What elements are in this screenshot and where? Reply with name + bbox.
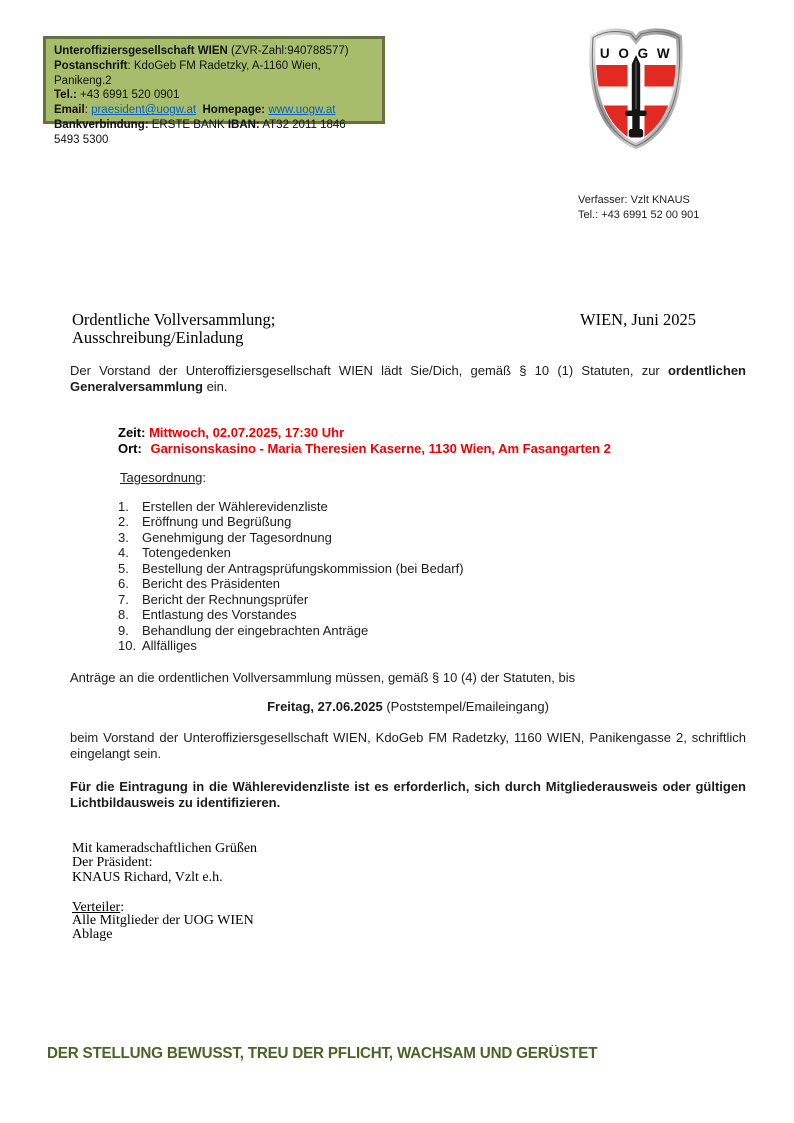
agenda-item-number: 9. [118,622,129,638]
org-name: Unteroffiziersgesellschaft WIEN [54,45,228,57]
distribution-heading-colon: : [120,900,125,915]
agenda-item-number: 1. [118,499,129,514]
intro-paragraph [70,363,746,394]
org-zvr: (ZVR-Zahl:940788577) [227,45,349,57]
agenda-item-number: 6. [118,576,129,592]
agenda-item [118,561,464,576]
distribution-item: Ablage [72,926,113,942]
agenda-item [118,638,464,653]
agenda-item-text: Entlastung des Vorstandes [142,607,297,623]
bank-line [54,118,374,148]
iban-label: IBAN: [227,118,260,131]
agenda-item-number: 2. [118,514,129,530]
agenda-heading: Tagesordnung [120,470,203,485]
agenda-item-number: 7. [118,591,129,607]
agenda-item-number: 5. [118,560,129,576]
time-label: Zeit: [118,425,146,440]
postal-value: : KdoGeb FM Radetzky, A-1160 Wien, Panikeng.2 [54,59,321,87]
phone-value: +43 6991 520 0901 [76,89,180,102]
agenda-item-number: 4. [118,545,129,561]
postal-label: Postanschrift [54,59,128,72]
meeting-place-line [118,441,611,457]
footer-motto: DER STELLUNG BEWUSST, TREU DER PFLICHT, WACHSAM UND GERÜSTET [47,1045,598,1062]
agenda-item-number: 3. [118,529,129,545]
email-link[interactable]: praesident@uogw.at [91,104,197,117]
agenda-item-text: Eröffnung und Begrüßung [142,514,292,530]
closing-block [72,842,257,885]
email-line [54,103,374,118]
author-phone: Tel.: +43 6991 52 00 901 [578,208,700,221]
closing-greeting: Mit kameradschaftlichen Grüßen [72,841,258,856]
agenda-item [118,592,464,607]
homepage-label: Homepage: [202,104,269,117]
intro-post: ein. [202,378,228,394]
motions-paragraph: Anträge an die ordentlichen Vollversammlung müssen, gemäß § 10 (4) der Statuten, bis [70,670,576,685]
uogw-shield-logo [581,26,691,150]
document-title [72,311,275,346]
intro-pre: Der Vorstand der Unteroffiziersgesellschaft WIEN lädt Sie/Dich, gemäß § 10 (1) Statuten, zur [70,363,668,378]
place-date: WIEN, Juni 2025 [580,310,696,329]
agenda-list [118,499,464,654]
org-line [54,44,374,59]
distribution-heading: Verteiler [72,900,121,915]
email-label: Email [54,104,85,117]
agenda-item-text: Bestellung der Antragsprüfungskommission (bei Bedarf) [142,560,464,576]
email-colon: : [84,104,92,117]
logo-letters: U O G W [599,46,673,61]
bank-name: ERSTE BANK [148,118,228,131]
place-value: Garnisonskasino - Maria Theresien Kaserne, 1130 Wien, Am Fasangarten 2 [150,440,611,456]
org-info-box [43,36,385,146]
agenda-item-text: Genehmigung der Tagesordnung [142,529,332,545]
distribution-item: Alle Mitglieder der UOG WIEN [72,913,254,929]
agenda-item-text: Behandlung der eingebrachten Anträge [142,622,369,638]
agenda-item-text: Totengedenken [142,545,231,561]
deadline-note: (Poststempel/Emaileingang) [382,699,549,714]
agenda-item-text: Bericht der Rechnungsprüfer [142,591,309,607]
meeting-time-line [118,425,611,441]
agenda-item [118,607,464,622]
phone-label: Tel.: [54,89,77,102]
bank-label: Bankverbindung: [54,118,149,131]
agenda-item-text: Bericht des Präsidenten [142,576,281,592]
agenda-item [118,499,464,514]
distribution-block [72,901,254,941]
agenda-item-number: 10. [118,638,137,654]
iban-value: AT32 2011 1846 5493 5300 [54,118,346,146]
time-value: Mittwoch, 02.07.2025, 17:30 Uhr [149,425,345,440]
deadline-date: Freitag, 27.06.2025 [267,699,383,714]
author-block [578,193,699,222]
agenda-heading-colon: : [202,470,207,485]
agenda-item-text: Allfälliges [142,638,197,654]
identification-paragraph: Für die Eintragung in die Wählerevidenzliste ist es erforderlich, sich durch Mitgliederausweis oder gültigen Lichtbildausweis zu identifizieren. [70,779,746,810]
agenda-item [118,576,464,591]
meeting-details [118,425,611,456]
agenda-item-number: 8. [118,607,129,623]
agenda-heading-line [120,470,206,486]
phone-line [54,88,374,103]
agenda-item-text: Erstellen der Wählerevidenzliste [142,499,328,514]
postal-line [54,59,374,89]
agenda-item [118,530,464,545]
place-label: Ort: [118,440,142,456]
title-line-2: Ausschreibung/Einladung [72,327,244,347]
deadline-line [70,699,746,715]
author-line: Verfasser: Vzlt KNAUS [578,194,690,206]
homepage-link[interactable]: www.uogw.at [268,104,336,117]
agenda-item [118,514,464,529]
agenda-item [118,623,464,638]
closing-signature: KNAUS Richard, Vzlt e.h. [72,869,223,885]
title-line-1: Ordentliche Vollversammlung; [72,310,276,329]
submission-paragraph: beim Vorstand der Unteroffiziersgesellschaft WIEN, KdoGeb FM Radetzky, 1160 WIEN, Panikengasse 2, schriftlich eingelangt sein. [70,730,746,761]
closing-role: Der Präsident: [72,855,153,871]
distribution-heading-line [72,901,254,914]
intro-bold: ordentlichen Generalversammlung [70,363,746,394]
agenda-item [118,545,464,560]
